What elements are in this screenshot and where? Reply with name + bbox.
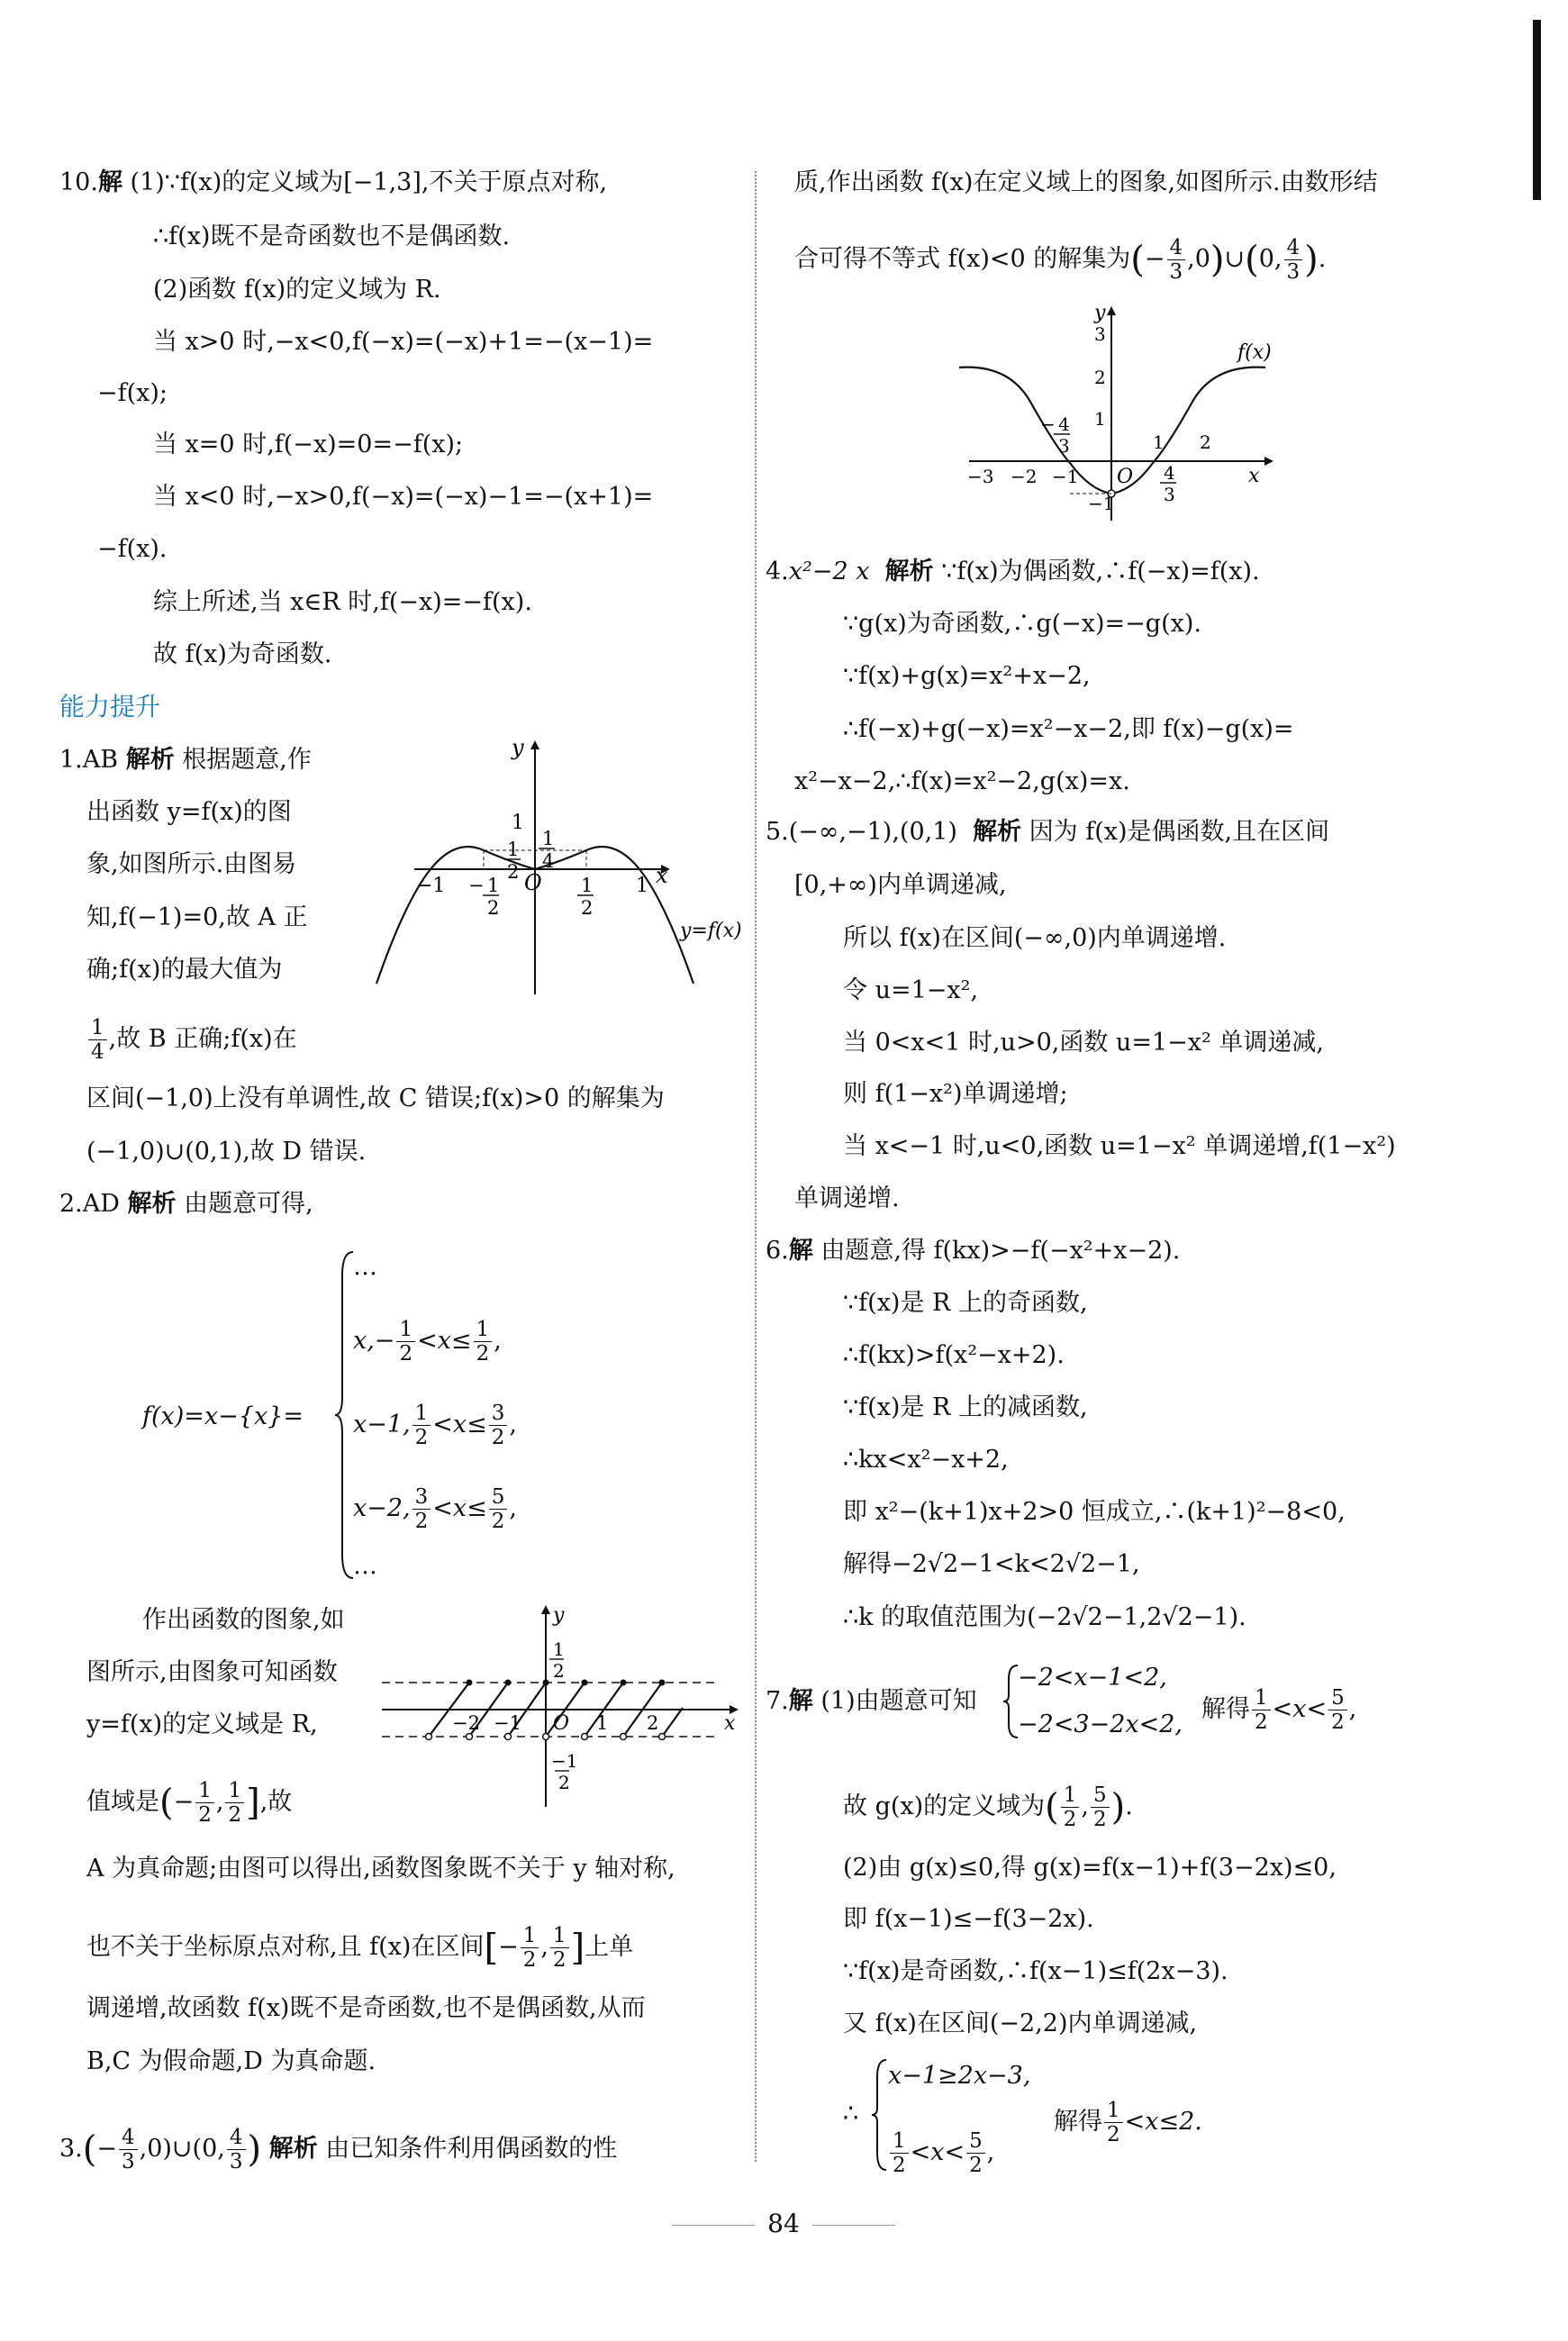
q7-line3: (2)由 g(x)≤0,得 g(x)=f(x−1)+f(3−2x)≤0, <box>843 1854 1337 1882</box>
q1-tick-quarter-n: 1 <box>542 828 555 849</box>
q1-x-half-n: 1 <box>581 875 594 896</box>
q7-line1: 7.解 (1)由题意可知 <box>766 1687 977 1715</box>
q1-x-mhalf-n: 1 <box>487 875 500 896</box>
q3-tick-m1: −1 <box>1088 493 1115 514</box>
q2-y-label: y <box>553 1604 565 1627</box>
q3-y-label: y <box>1094 302 1106 324</box>
section-heading: 能力提升 <box>59 693 161 721</box>
q3-cont-line2: 合可得不等式 f(x)<0 的解集为(− $\frac{4}{3}$ ,0)∪(0, $\frac{4}{3}$ ). <box>794 236 1327 284</box>
q7-line7-therefore: ∴ <box>843 2100 859 2128</box>
q7-brace-2 <box>870 2057 890 2173</box>
q1-graph <box>369 739 748 1000</box>
q6-line3: ∴f(kx)>f(x²−x+2). <box>843 1341 1065 1369</box>
q5-line3: 所以 f(x)在区间(−∞,0)内单调递增. <box>843 924 1227 952</box>
q6-line6: 即 x²−(k+1)x+2>0 恒成立,∴(k+1)²−8<0, <box>843 1498 1346 1526</box>
q3-curve-label: f(x) <box>1237 341 1272 364</box>
q3-x-m43-n: 4 <box>1058 413 1070 435</box>
q3-cont-line1: 质,作出函数 f(x)在定义域上的图象,如图所示.由数形结 <box>794 168 1378 196</box>
q3-x-43-n: 4 <box>1164 462 1175 484</box>
q1-x-mhalf: − <box>468 875 485 896</box>
q7-line6: 又 f(x)在区间(−2,2)内单调递减, <box>843 2010 1198 2037</box>
q2-tick-half-n: 1 <box>553 1638 565 1660</box>
q1-line6: $\frac{1}{4}$ ,故 B 正确;f(x)在 <box>86 1016 297 1064</box>
q3-x-m2: −2 <box>1011 466 1038 487</box>
q2-case2: x−1, $\frac{1}{2}$ <x≤ $\frac{3}{2}$ , <box>353 1402 517 1449</box>
q10-line4: 当 x>0 时,−x<0,f(−x)=(−x)+1=−(x−1)= <box>153 328 654 356</box>
q2-x-label: x <box>724 1712 736 1735</box>
q2-line3: 图所示,由图象可知函数 <box>86 1658 338 1686</box>
q5-line4: 令 u=1−x², <box>843 976 979 1004</box>
q1-tick-half-n: 1 <box>507 839 520 860</box>
q2-case-dots-top: … <box>353 1253 377 1281</box>
q3-x-label: x <box>1248 465 1260 487</box>
q3-x-m3: −3 <box>967 466 994 487</box>
q1-line7: 区间(−1,0)上没有单调性,故 C 错误;f(x)>0 的解集为 <box>86 1084 665 1112</box>
q5-line6: 则 f(1−x²)单调递增; <box>843 1080 1068 1108</box>
q1-tick-half-d: 2 <box>507 861 520 883</box>
q4-line1: 4.x²−2 x 解析 ∵f(x)为偶函数,∴f(−x)=f(x). <box>766 558 1260 585</box>
q1-line5: 确;f(x)的最大值为 <box>86 956 283 984</box>
q2-case-dots-bottom: … <box>353 1552 377 1580</box>
q1-tick-1: 1 <box>512 812 524 834</box>
q1-x-mhalf-d: 2 <box>487 897 500 919</box>
q3-x-p2: 2 <box>1200 431 1211 453</box>
q5-line8: 单调递增. <box>794 1184 900 1212</box>
page-edge-mark <box>1533 20 1541 200</box>
q6-line1: 6.解 由题意,得 f(kx)>−f(−x²+x−2). <box>766 1237 1181 1265</box>
q1-origin: O <box>524 870 542 895</box>
q10-line2: ∴f(x)既不是奇函数也不是偶函数. <box>153 222 511 250</box>
q1-line8: (−1,0)∪(0,1),故 D 错误. <box>86 1138 367 1166</box>
q1-tick-quarter-d: 4 <box>542 850 555 872</box>
q7-line4: 即 f(x−1)≤−f(3−2x). <box>843 1905 1094 1933</box>
q1-x-1: 1 <box>636 875 648 897</box>
q6-line2: ∵f(x)是 R 上的奇函数, <box>843 1289 1088 1317</box>
q10-line5: −f(x); <box>97 379 168 407</box>
q5-line7: 当 x<−1 时,u<0,函数 u=1−x² 单调递增,f(1−x²) <box>843 1132 1396 1160</box>
q7-system1-row1: −2<x−1<2, <box>1018 1664 1167 1692</box>
q1-line4: 知,f(−1)=0,故 A 正 <box>86 903 308 931</box>
q2-x-m1: −1 <box>494 1712 521 1734</box>
q10-line10: 故 f(x)为奇函数. <box>153 640 332 668</box>
q3-line1: 3.(− $\frac{4}{3}$ ,0)∪(0, $\frac{4}{3}$ ) 解析 由已知条件利用偶函数的性 <box>59 2126 618 2173</box>
q2-piecewise-lhs: f(x)=x−{x}= <box>142 1402 304 1430</box>
q1-x-label: x <box>656 863 668 888</box>
q6-line4: ∵f(x)是 R 上的减函数, <box>843 1393 1088 1421</box>
q2-origin: O <box>553 1712 570 1735</box>
q3-x-m43-d: 3 <box>1058 435 1070 457</box>
q7-system2-row2: $\frac{1}{2}$ <x< $\frac{5}{2}$ , <box>888 2129 994 2177</box>
q3-x-43-d: 3 <box>1164 484 1175 505</box>
q2-case3: x−2, $\frac{3}{2}$ <x≤ $\frac{5}{2}$ , <box>353 1485 517 1533</box>
q10-line6: 当 x=0 时,f(−x)=0=−f(x); <box>153 431 464 458</box>
q10-line1: 10.解 (1)∵f(x)的定义域为[−1,3],不关于原点对称, <box>59 168 608 196</box>
page-number: 84 <box>630 2209 937 2238</box>
q5-line2: [0,+∞)内单调递减, <box>794 871 1007 899</box>
q1-line1: 1.AB 解析 根据题意,作 <box>59 746 312 774</box>
q2-x-p2: 2 <box>647 1712 659 1734</box>
q2-line1: 2.AD 解析 由题意可得, <box>59 1190 313 1218</box>
q4-line5: x²−x−2,∴f(x)=x²−2,g(x)=x. <box>794 767 1130 795</box>
q2-case1: x,− $\frac{1}{2}$ <x≤ $\frac{1}{2}$ , <box>353 1318 502 1366</box>
q7-system2-row1: x−1≥2x−3, <box>888 2062 1031 2090</box>
q7-solution1: 解得 $\frac{1}{2}$ <x< $\frac{5}{2}$ , <box>1201 1686 1357 1734</box>
q1-line2: 出函数 y=f(x)的图 <box>86 798 292 826</box>
q10-line3: (2)函数 f(x)的定义域为 R. <box>153 276 441 304</box>
q10-line9: 综上所述,当 x∈R 时,f(−x)=−f(x). <box>153 588 532 616</box>
q4-line4: ∴f(−x)+g(−x)=x²−x−2,即 f(x)−g(x)= <box>843 715 1294 743</box>
q6-line8: ∴k 的取值范围为(−2√2−1,2√2−1). <box>843 1603 1246 1631</box>
q3-x-p1: 1 <box>1153 431 1165 453</box>
q7-line2: 故 g(x)的定义域为( $\frac{1}{2}$ , $\frac{5}{2}$ ). <box>843 1783 1133 1831</box>
q2-tick-half-d: 2 <box>553 1660 565 1682</box>
q7-line5: ∵f(x)是奇函数,∴f(x−1)≤f(2x−3). <box>843 1957 1228 1985</box>
q4-line3: ∵f(x)+g(x)=x²+x−2, <box>843 662 1091 690</box>
q6-line5: ∴kx<x²−x+2, <box>843 1446 1009 1474</box>
q2-line4: y=f(x)的定义域是 R, <box>86 1710 318 1738</box>
column-divider <box>755 171 757 2162</box>
q10-line7: 当 x<0 时,−x>0,f(−x)=(−x)−1=−(x+1)= <box>153 483 654 511</box>
q4-line2: ∵g(x)为奇函数,∴g(−x)=−g(x). <box>843 610 1201 638</box>
q3-x-m43-sign: − <box>1040 413 1056 435</box>
q2-line7: 也不关于坐标原点对称,且 f(x)在区间[− $\frac{1}{2}$ , $\frac{1}{2}$ ]上单 <box>86 1924 634 1972</box>
q1-y-label: y <box>512 739 524 760</box>
q2-x-p1: 1 <box>596 1712 609 1734</box>
q2-line8: 调递增,故函数 f(x)既不是奇函数,也不是偶函数,从而 <box>86 1994 646 2022</box>
q10-line8: −f(x). <box>97 535 168 563</box>
q1-x-half-d: 2 <box>581 897 594 919</box>
q2-line6: A 为真命题;由图可以得出,函数图象既不关于 y 轴对称, <box>86 1855 675 1883</box>
q5-line5: 当 0<x<1 时,u>0,函数 u=1−x² 单调递减, <box>843 1029 1324 1057</box>
q2-line5: 值域是(− $\frac{1}{2}$ , $\frac{1}{2}$ ],故 <box>86 1779 293 1827</box>
q2-line2: 作出函数的图象,如 <box>142 1606 345 1634</box>
q3-graph <box>955 297 1333 531</box>
q6-line7: 解得−2√2−1<k<2√2−1, <box>843 1550 1140 1578</box>
q2-x-m2: −2 <box>452 1712 480 1734</box>
q3-tick-1: 1 <box>1094 408 1106 430</box>
q2-tick-mhalf-d: 2 <box>558 1772 570 1793</box>
q1-line3: 象,如图所示.由图易 <box>86 850 297 878</box>
q3-origin: O <box>1117 466 1134 488</box>
q2-line9: B,C 为假命题,D 为真命题. <box>86 2047 376 2075</box>
q3-tick-2: 2 <box>1094 367 1106 388</box>
q7-solution2: 解得 $\frac{1}{2}$ <x≤2. <box>1054 2099 1202 2146</box>
q2-tick-mhalf-n: −1 <box>551 1750 578 1772</box>
q7-system1-row2: −2<3−2x<2, <box>1018 1710 1183 1738</box>
q2-graph <box>376 1603 746 1810</box>
q5-line1: 5.(−∞,−1),(0,1) 解析 因为 f(x)是偶函数,且在区间 <box>766 818 1330 846</box>
q3-tick-3: 3 <box>1094 323 1106 345</box>
q1-x-m1: −1 <box>416 875 446 897</box>
q1-curve-label: y=f(x) <box>680 920 742 942</box>
q3-x-m1: −1 <box>1052 466 1079 487</box>
